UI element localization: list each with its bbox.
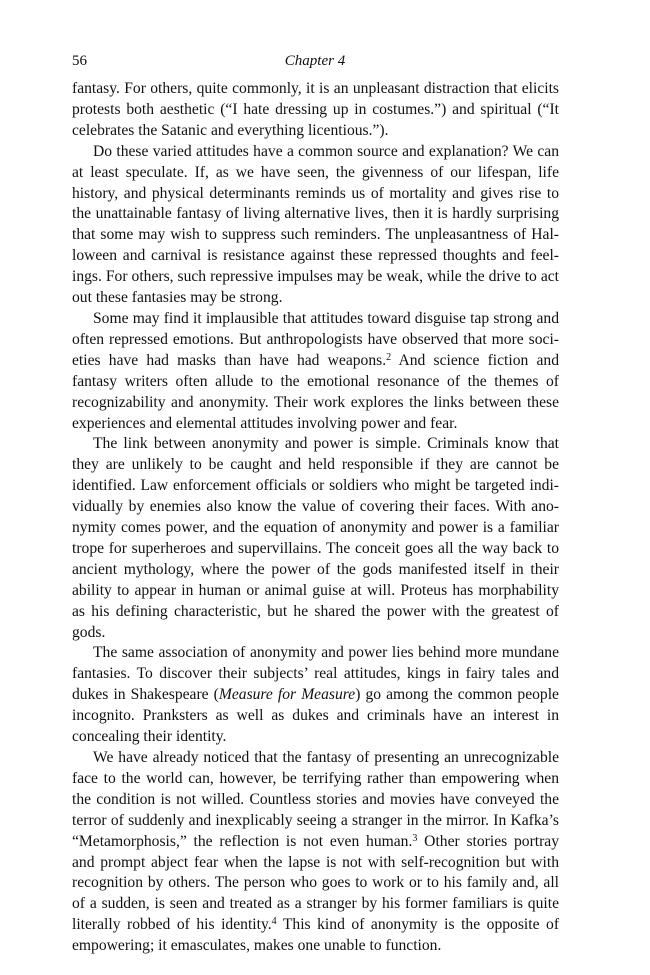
- paragraph-5-text-b: ) go among the common people incognito. Pranksters as well as dukes and criminals have an interest in concealing their identity.: [72, 686, 559, 746]
- paragraph-6: [72, 748, 559, 957]
- paragraph-2: [72, 142, 559, 309]
- paragraph-1-text: fantasy. For others, quite commonly, it is an unpleasant distraction that elicits protests both aesthetic (“I hate dressing up in costumes.”) and spiritual (“It celebrates the Satanic and everything licentious.”).: [72, 80, 559, 139]
- paragraph-5: [72, 643, 559, 748]
- paragraph-3: [72, 309, 559, 434]
- paragraph-4: [72, 434, 559, 643]
- paragraph-3-text-b: And science fiction and fantasy writers often allude to the emotional resonance of the themes of recognizability and anonymity. Their work explores the links between these experiences and elemental attitudes involving power and fear.: [72, 351, 559, 432]
- work-title: Measure for Measure: [218, 686, 356, 704]
- chapter-title: Chapter 4: [284, 53, 346, 69]
- paragraph-5-text-a: The same association of anonymity and power lies behind more mundane fantasies. To discover their subjects’ real attitudes, kings in fairy tales and dukes in Shakespeare (: [72, 644, 559, 704]
- paragraph-6-text-a: We have already noticed that the fantasy of presenting an unrecognizable face to the world can, however, be terrifying rather than empowering when the condition is not willed. Countless stories and movies have conveyed the terror of suddenly and inexplicably seeing a stranger in the mirror. In Kafka’s “Metamorphosis,” the reflection is not even human.: [72, 749, 559, 850]
- running-head: [72, 51, 558, 71]
- paragraph-4-text: The link between anonymity and power is simple. Criminals know that they are unlikely to be caught and held responsible if they are cannot be identified. Law enforcement officials or soldiers who might be targeted individually by enemies also know the value of covering their faces. With anonymity comes power, and the equation of anonymity and power is a familiar trope for superheroes and supervillains. The conceit goes all the way back to ancient mythology, where the power of the gods manifested itself in their ability to appear in human or animal guise at will. Proteus has morphability as his defining characteristic, but he shared the power with the greatest of gods.: [72, 435, 559, 641]
- page-number: 56: [72, 53, 87, 69]
- paragraph-2-text: Do these varied attitudes have a common source and explanation? We can at least speculate. If, as we have seen, the givenness of our lifespan, life history, and physical determinants reminds us of mortality and gives rise to the unattainable fantasy of living alternative lives, then it is hardly surprising that some may wish to suppress such reminders. The unpleasantness of Halloween and carnival is resistance against these repressed thoughts and feelings. For others, such repressive impulses may be weak, while the drive to act out these fantasies may be strong.: [72, 142, 559, 307]
- footnote-marker-4: 4: [271, 916, 277, 928]
- paragraph-3-text-a: Some may find it implausible that attitudes toward disguise tap strong and often repressed emotions. But anthropologists have observed that more societies have had masks than have had weapons.: [72, 309, 559, 369]
- body-text: [72, 79, 559, 957]
- paragraph-6-text-b: Other stories portray and prompt abject fear when the lapse is not with self-recognition but with recognition by others. The person who goes to work or to his family and, all of a sudden, is seen and treated as a stranger by his former familiars is quite literally robbed of his identity.: [72, 832, 560, 934]
- footnote-marker-2: 2: [386, 351, 392, 363]
- footnote-marker-3: 3: [412, 832, 418, 844]
- paragraph-6-text-c: This kind of anonymity is the opposite of empowering; it emasculates, makes one unable to function.: [72, 916, 560, 955]
- paragraph-1: [72, 79, 559, 142]
